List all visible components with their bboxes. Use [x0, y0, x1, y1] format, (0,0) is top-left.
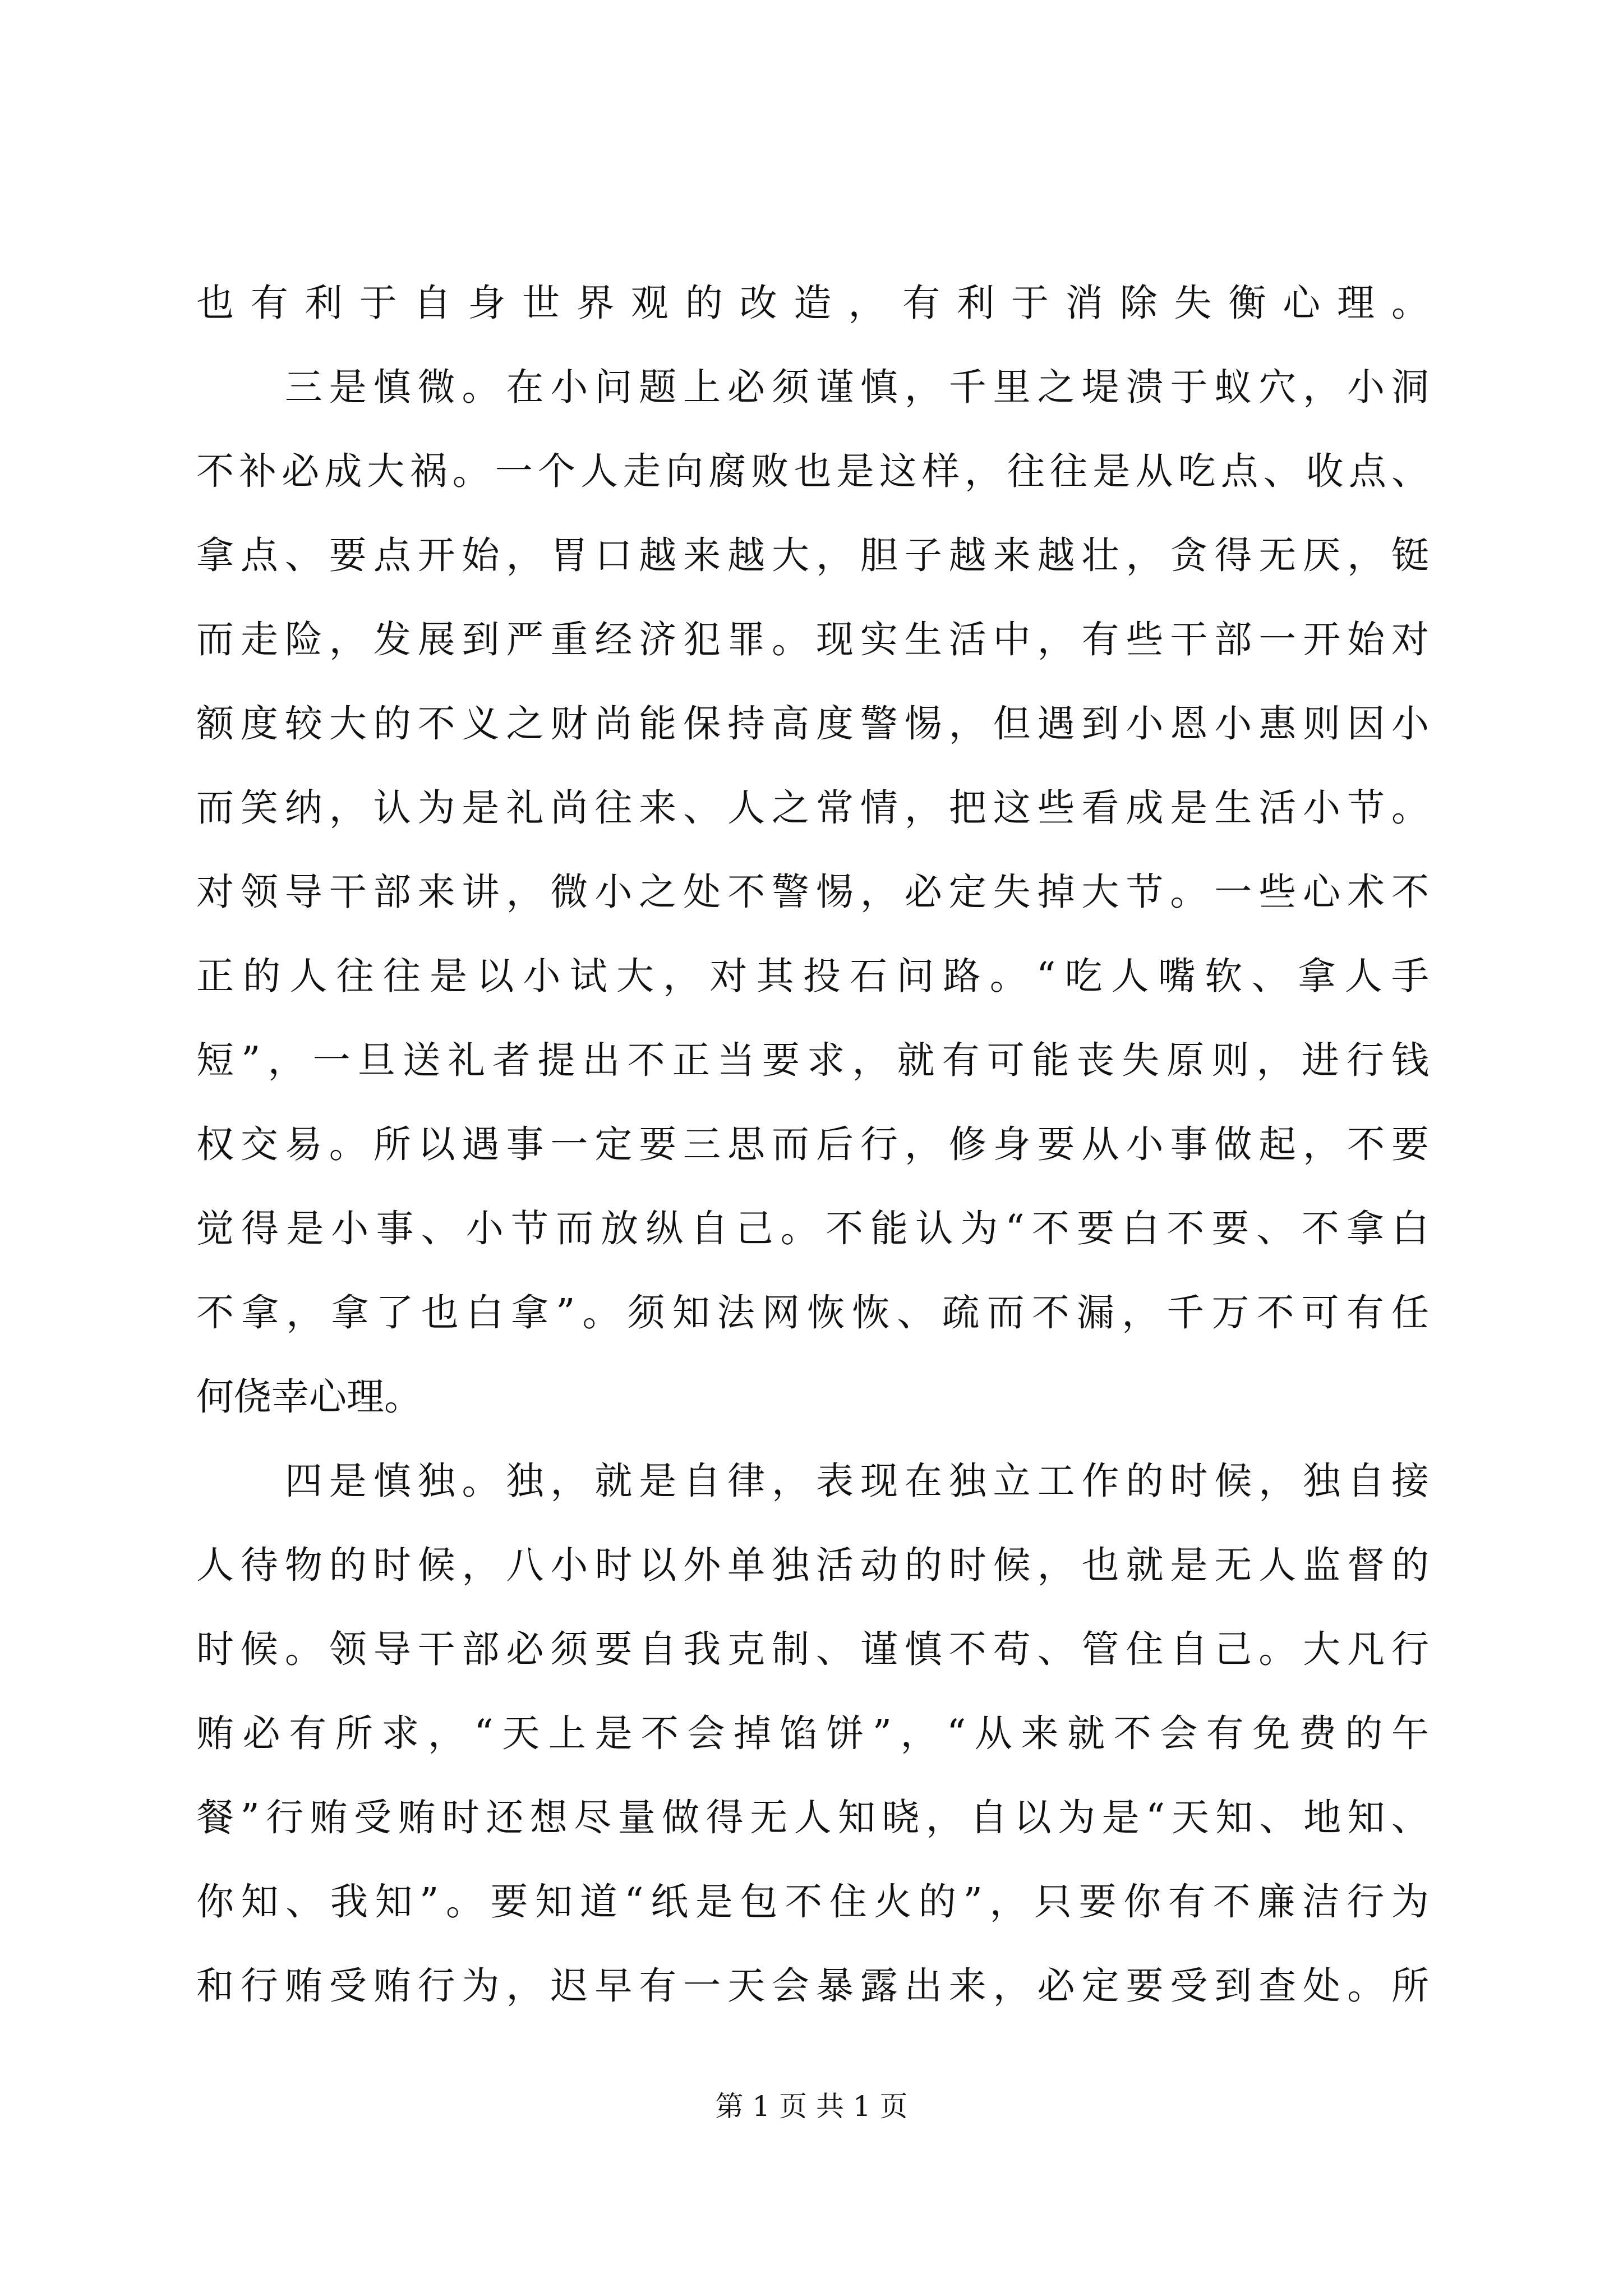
text-line: 贿必有所求，“天上是不会掉馅饼”，“从来就不会有免费的午 [196, 1711, 1429, 1755]
text-line: 拿点、要点开始，胃口越来越大，胆子越来越壮，贪得无厌，铤 [196, 533, 1429, 577]
text-line: 三是慎微。在小问题上必须谨慎，千里之堤溃于蚁穴，小洞 [196, 365, 1429, 409]
text-line: 人待物的时候，八小时以外单独活动的时候，也就是无人监督的 [196, 1543, 1429, 1587]
text-line: 何侥幸心理。 [196, 1375, 422, 1419]
text-line: 不补必成大祸。一个人走向腐败也是这样，往往是从吃点、收点、 [196, 449, 1429, 493]
text-line: 餐”行贿受贿时还想尽量做得无人知晓，自以为是“天知、地知、 [196, 1796, 1429, 1839]
text-line: 额度较大的不义之财尚能保持高度警惕，但遇到小恩小惠则因小 [196, 702, 1429, 746]
text-line: 而走险，发展到严重经济犯罪。现实生活中，有些干部一开始对 [196, 618, 1429, 661]
text-line: 四是慎独。独，就是自律，表现在独立工作的时候，独自接 [196, 1459, 1429, 1503]
text-line: 和行贿受贿行为，迟早有一天会暴露出来，必定要受到查处。所 [196, 1964, 1429, 2008]
text-line: 对领导干部来讲，微小之处不警惕，必定失掉大节。一些心术不 [196, 870, 1429, 914]
page-number-footer: 第 1 页 共 1 页 [715, 2090, 908, 2123]
text-line: 觉得是小事、小节而放纵自己。不能认为“不要白不要、不拿白 [196, 1207, 1429, 1250]
body-text [196, 261, 1429, 2028]
text-line: 你知、我知”。要知道“纸是包不住火的”，只要你有不廉洁行为 [196, 1880, 1429, 1924]
text-line: 正的人往往是以小试大，对其投石问路。“吃人嘴软、拿人手 [196, 954, 1429, 998]
text-line: 不拿，拿了也白拿”。须知法网恢恢、疏而不漏，千万不可有任 [196, 1291, 1429, 1335]
text-line: 而笑纳，认为是礼尚往来、人之常情，把这些看成是生活小节。 [196, 786, 1429, 830]
text-line: 时候。领导干部必须要自我克制、谨慎不苟、管住自己。大凡行 [196, 1627, 1429, 1671]
text-line: 短”，一旦送礼者提出不正当要求，就有可能丧失原则，进行钱 [196, 1038, 1429, 1082]
text-line: 也有利于自身世界观的改造，有利于消除失衡心理。 [196, 281, 1429, 325]
text-line: 权交易。所以遇事一定要三思而后行，修身要从小事做起，不要 [196, 1122, 1429, 1166]
